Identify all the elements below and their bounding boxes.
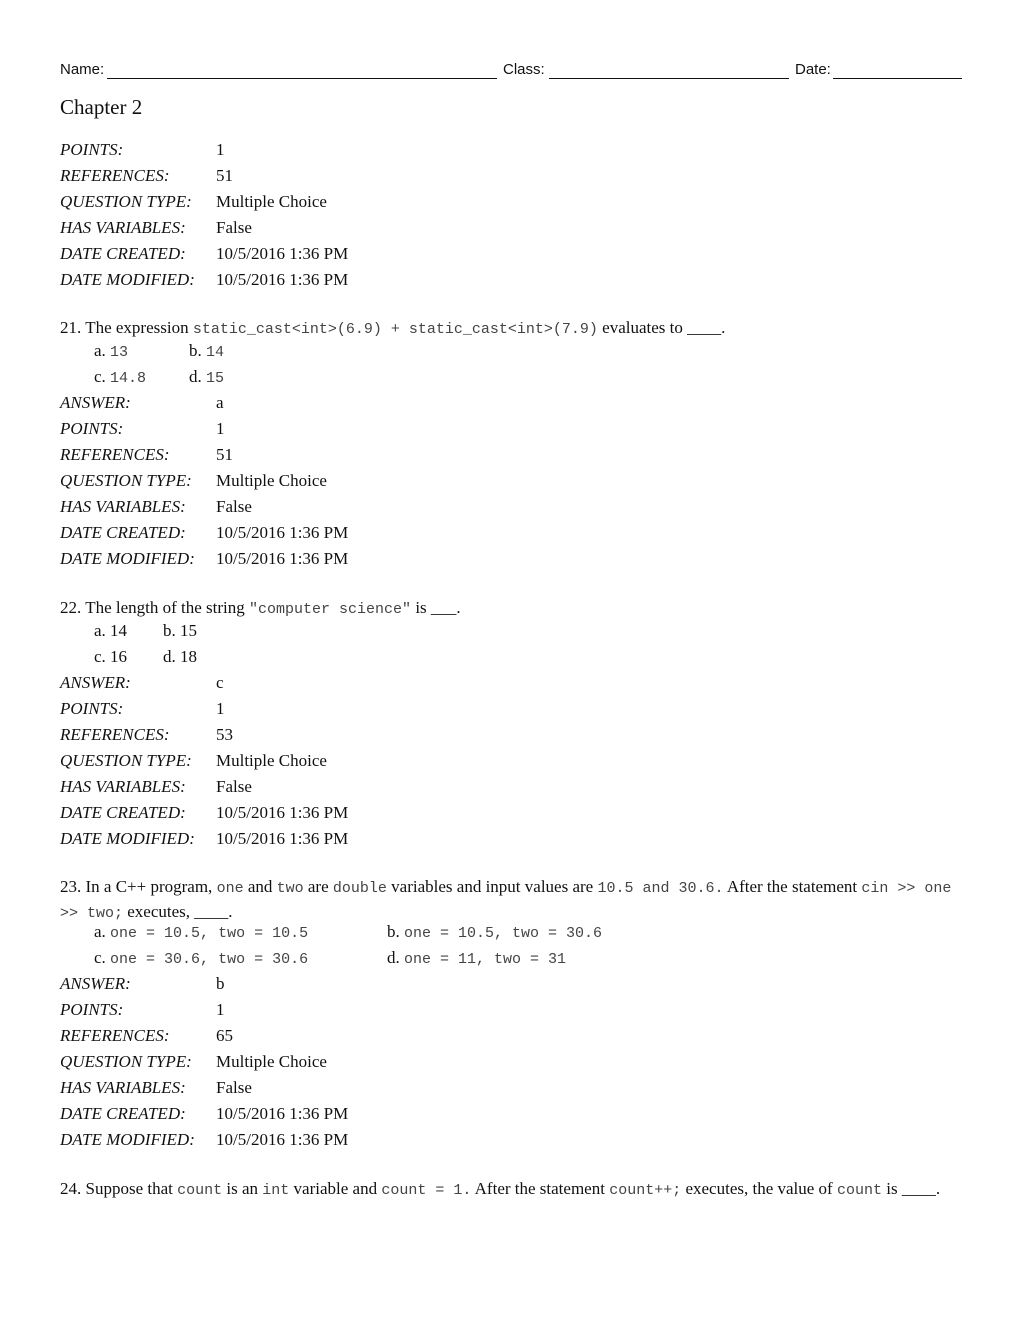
option-a: a. 13 — [94, 341, 129, 361]
option-d: d. 18 — [163, 647, 197, 666]
name-label: Name: — [60, 61, 105, 78]
question-22: 22. The length of the string "computer science" is ___. — [60, 598, 461, 618]
option-d: d. one = 11, two = 31 — [387, 948, 567, 968]
date-label: Date: — [795, 61, 831, 78]
chapter-title: Chapter 2 — [60, 95, 143, 119]
question-24: 24. Suppose that count is an int variable and count = 1. After the statement count++; executes, the value of count is ____. — [60, 1179, 941, 1199]
option-c: c. one = 30.6, two = 30.6 — [94, 948, 309, 968]
code-string: "computer science" — [249, 601, 412, 618]
question-21: 21. The expression static_cast<int>(6.9) + static_cast<int>(7.9) evaluates to ____. — [60, 318, 726, 338]
option-a: a. 14 — [94, 621, 128, 640]
option-a: a. one = 10.5, two = 10.5 — [94, 922, 309, 942]
question-23: 23. In a C++ program, one and two are double variables and input values are 10.5 and 30.6. After the statement cin >> one >> two; executes, ____. — [60, 877, 952, 922]
option-b: b. one = 10.5, two = 30.6 — [387, 922, 603, 942]
option-d: d. 15 — [189, 367, 225, 387]
code-expression: static_cast<int>(6.9) + static_cast<int>(7.9) — [192, 321, 598, 338]
student-info-header — [60, 60, 962, 82]
option-c: c. 16 — [94, 647, 128, 666]
name-blank-line — [107, 78, 497, 79]
option-c: c. 14.8 — [94, 367, 147, 387]
option-b: b. 15 — [163, 621, 197, 640]
class-label: Class: — [503, 61, 545, 78]
date-blank-line — [833, 78, 962, 79]
option-b: b. 14 — [189, 341, 225, 361]
class-blank-line — [549, 78, 789, 79]
